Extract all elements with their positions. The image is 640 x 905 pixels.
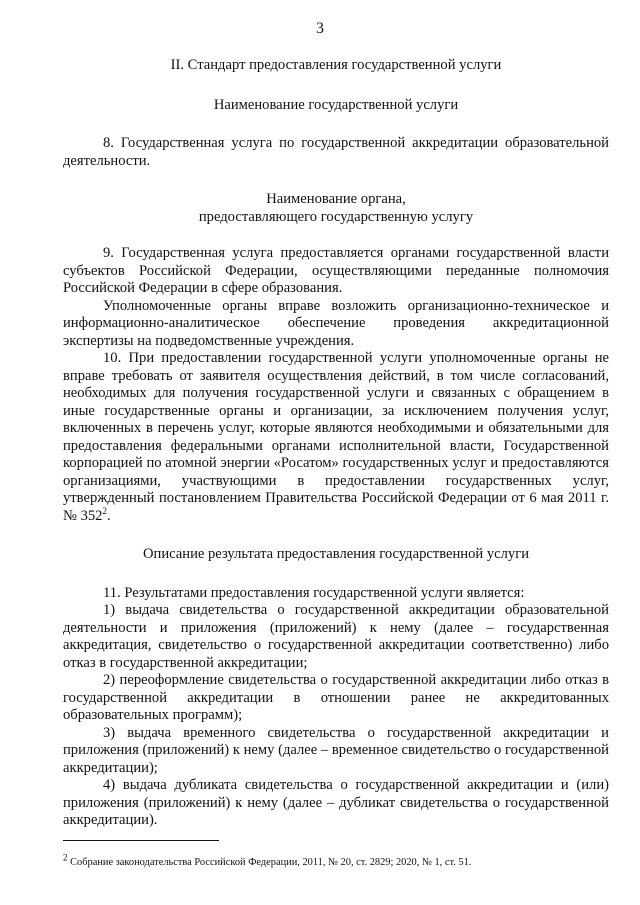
section-title: II. Стандарт предоставления государственной услуги (170, 57, 502, 73)
heading-result: Описание результата предоставления государственной услуги (142, 546, 530, 562)
heading-authority-line2: предоставляющего государственную услугу (198, 208, 474, 225)
paragraph-10: 10. При предоставлении государственной услуги уполномоченные органы не вправе требовать от заявителя осуществления действий, в том числе согласований, необходимых для получения государственной услуги и связанных с обращением в иные государственные органы и организации, за исключением получения услуг, включенных в перечень услуг, которые являются необходимыми и обязательными для предоставления федеральными органами исполнительной власти, Государственной корпорацией по атомной энергии «Росатом» государственных услуг и предоставляются организациями, участвующими в предоставлении государственных услуг, утвержденный постановлением Правительства Российской Федерации от 6 мая 2011 г. № $352^2$. (63, 350, 609, 524)
list-item-3: 3) выдача временного свидетельства о государственной аккредитации и приложения (приложений) к нему (далее – временное свидетельство о государственной аккредитации); (63, 724, 609, 776)
paragraph-10-text: 10. При предоставлении государственной услуги уполномоченные органы не вправе требовать от заявителя осуществления действий, в том числе согласований, необходимых для получения государственной услуги и связанных с обращением в иные государственные органы и организации, за исключением получения услуг, включенных в перечень услуг, которые являются необходимыми и обязательными для предоставления федеральными органами исполнительной власти, Государственной корпорацией по атомной энергии «Росатом» государственных услуг и предоставляются организациями, участвующими в предоставлении государственных услуг, утвержденный постановлением Правительства Российской Федерации от 6 мая 2011 г. № 352 (63, 350, 609, 524)
paragraph-9-continued: Уполномоченные органы вправе возложить организационно-техническое и информационно-аналитическое обеспечение проведения аккредитационной экспертизы на подведомственные учреждения. (63, 297, 609, 349)
list-item-2: 2) переоформление свидетельства о государственной аккредитации либо отказ в государственной аккредитации в отношении ранее не аккредитованных образовательных программ); (63, 672, 609, 723)
footnote-divider (63, 840, 219, 841)
paragraph-9: 9. Государственная услуга предоставляется органами государственной власти субъектов Российской Федерации, осуществляющими переданные полномочия Российской Федерации в сфере образования. (63, 245, 609, 296)
paragraph-11: 11. Результатами предоставления государственной услуги является: (103, 584, 525, 601)
list-item-4: 4) выдача дубликата свидетельства о государственной аккредитации и (или) приложения (приложений) к нему (далее – дубликат свидетельства о государственной аккредитации). (63, 777, 609, 828)
list-item-1: 1) выдача свидетельства о государственной аккредитации образовательной деятельности и приложения (приложений) к нему (далее – государственная аккредитация, свидетельство о государственной аккредитации соответственно) либо отказ в государственной аккредитации; (63, 602, 609, 671)
footnote-text: Собрание законодательства Российской Федерации, 2011, № 20, ст. 2829; 2020, № 1, ст. 51. (70, 857, 472, 868)
heading-authority-line1: Наименование органа, (266, 191, 406, 207)
footnote-mark: 2 (63, 852, 68, 863)
footnote-reference: 2 (102, 505, 107, 516)
heading-service-name: Наименование государственной услуги (213, 96, 459, 113)
heading-authority (63, 191, 609, 226)
page-number: 3 (316, 20, 324, 37)
footnote (63, 852, 609, 869)
document-body (63, 57, 609, 830)
paragraph-8: 8. Государственная услуга по государственной аккредитации образовательной деятельности. (63, 135, 609, 169)
